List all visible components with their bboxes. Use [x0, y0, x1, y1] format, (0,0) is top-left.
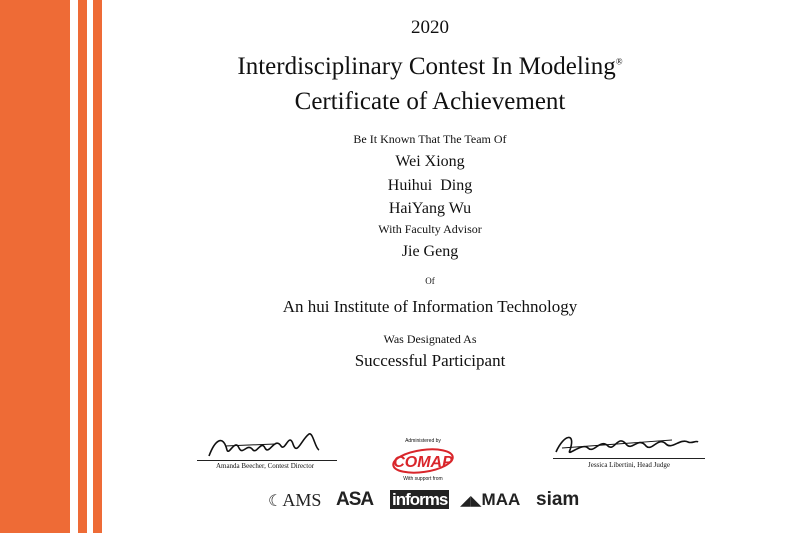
- maa-triangle-icon: ◢◣: [460, 492, 482, 508]
- faculty-advisor: Jie Geng: [401, 243, 459, 260]
- team-member: Huihui Ding: [387, 177, 473, 194]
- of-label: Of: [425, 276, 435, 286]
- team-member: Wei Xiong: [395, 153, 465, 170]
- contest-director-caption: Amanda Beecher, Contest Director: [215, 462, 315, 470]
- ams-logo: [268, 486, 321, 516]
- sponsor-logos: [268, 486, 608, 514]
- designation-intro: Was Designated As: [383, 332, 477, 346]
- ams-symbol-icon: ☾: [268, 493, 283, 510]
- informs-logo-text: informs: [392, 490, 448, 509]
- registered-mark: ®: [615, 56, 623, 67]
- advisor-intro: With Faculty Advisor: [378, 222, 482, 236]
- ams-logo-text: AMS: [282, 490, 322, 510]
- contest-name: Interdisciplinary Contest In Modeling: [237, 53, 616, 80]
- comap-logo-text: COMAP: [393, 454, 453, 471]
- informs-logo: [390, 486, 449, 514]
- decorative-stripe-thin: [78, 0, 87, 533]
- team-member: HaiYang Wu: [388, 200, 472, 217]
- designation-award: Successful Participant: [354, 351, 506, 370]
- maa-logo: [460, 486, 520, 514]
- contest-title: [140, 54, 720, 79]
- siam-logo: siam: [536, 489, 580, 510]
- maa-logo-text: MAA: [481, 490, 521, 509]
- administered-by-label: Administered by: [405, 438, 441, 444]
- signature-line: [197, 460, 337, 461]
- contest-director-signature: [205, 426, 325, 462]
- head-judge-caption: Jessica Libertini, Head Judge: [587, 461, 671, 469]
- team-intro: Be It Known That The Team Of: [353, 132, 507, 146]
- signature-line: [553, 458, 705, 459]
- decorative-stripe-thin: [93, 0, 102, 533]
- asa-logo: ASA: [336, 489, 374, 510]
- support-label: With support from: [403, 476, 443, 482]
- institution-name: An hui Institute of Information Technology: [282, 297, 578, 316]
- certificate-year: 2020: [411, 17, 449, 38]
- head-judge-signature: [552, 430, 702, 460]
- certificate-title: Certificate of Achievement: [294, 88, 566, 115]
- decorative-stripe-wide: [0, 0, 70, 533]
